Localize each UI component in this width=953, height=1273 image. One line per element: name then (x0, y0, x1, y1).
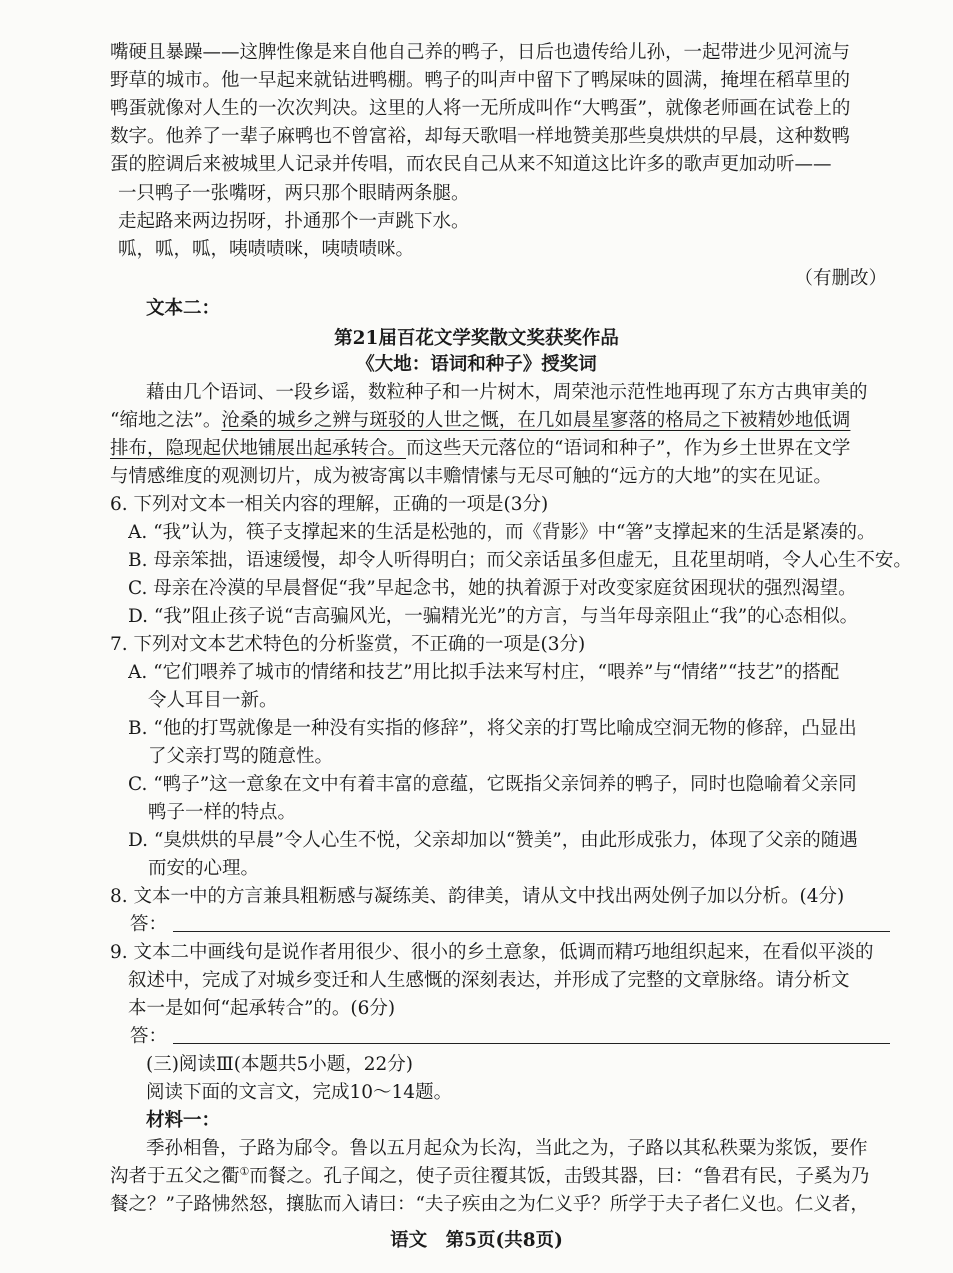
section-3-instruction: 阅读下面的文言文，完成10～14题。 (146, 1082, 453, 1103)
question-7-option-a: A. “它们喂养了城市的情绪和技艺”用比拟手法来写村庄，“喂养”与“情绪”“技艺”的搭配 (128, 662, 840, 683)
award-text: “缩地之法”。 (110, 410, 222, 431)
award-text: 而这些天元落位的“语词和种子”，作为乡土世界在文学 (406, 438, 851, 459)
question-6-option-b: B. 母亲笨拙，语速缓慢，却令人听得明白；而父亲话虽多但虚无，且花里胡哨，令人心生不安。 (128, 550, 912, 571)
footnote-marker: ① (239, 1164, 250, 1178)
question-8-answer-line[interactable] (130, 912, 890, 938)
question-9-stem-cont: 本一是如何“起承转合”的。(6分) (128, 998, 396, 1019)
answer-rule (173, 931, 890, 932)
question-6-option-c: C. 母亲在冷漠的早晨督促“我”早起念书，她的执着源于对改变家庭贫困现状的强烈渴望。 (128, 578, 857, 599)
question-7-option-b-cont: 了父亲打骂的随意性。 (148, 746, 334, 767)
question-7-option-d: D. “臭烘烘的早晨”令人心生不悦，父亲却加以“赞美”，由此形成张力，体现了父亲的随遇 (128, 830, 858, 851)
section-3-title: (三)阅读Ⅲ(本题共5小题，22分) (146, 1054, 414, 1075)
text1-line: 鸭蛋就像对人生的一次次判决。这里的人将一无所成叫作“大鸭蛋”，就像老师画在试卷上的 (110, 98, 851, 119)
award-title: 第21届百花文学奖散文奖获奖作品 (334, 328, 619, 349)
question-7-stem: 7. 下列对文本艺术特色的分析鉴赏，不正确的一项是(3分) (110, 634, 586, 655)
underlined-sentence: 排布，隐现起伏地铺展出起承转合。 (110, 438, 407, 459)
page-footer: 语文 第5页(共8页) (390, 1230, 563, 1251)
question-7-option-c-cont: 鸭子一样的特点。 (148, 802, 297, 823)
question-9-stem: 9. 文本二中画线句是说作者用很少、很小的乡土意象，低调而精巧地组织起来，在看似平淡的 (110, 942, 874, 963)
question-6-stem: 6. 下列对文本一相关内容的理解，正确的一项是(3分) (110, 494, 549, 515)
material-label: 材料一： (146, 1110, 221, 1131)
award-paragraph (110, 408, 900, 434)
award-paragraph: 与情感维度的观测切片，成为被寄寓以丰赡情愫与无尽可触的“远方的大地”的实在见证。 (110, 466, 832, 487)
question-9-stem-cont: 叙述中，完成了对城乡变迁和人生感慨的深刻表达，并形成了完整的文章脉络。请分析文 (128, 970, 850, 991)
answer-label: 答： (130, 914, 168, 935)
question-8-stem: 8. 文本一中的方言兼具粗粝感与凝练美、韵律美，请从文中找出两处例子加以分析。(4分) (110, 886, 845, 907)
song-line: 走起路来两边拐呀，扑通那个一声跳下水。 (118, 211, 470, 232)
classical-text-line: 季孙相鲁，子路为郈令。鲁以五月起众为长沟，当此之为，子路以其私秩粟为浆饭，要作 (146, 1138, 868, 1159)
answer-rule (173, 1043, 890, 1044)
question-7-option-b: B. “他的打骂就像是一种没有实指的修辞”，将父亲的打骂比喻成空洞无物的修辞，凸显出 (128, 718, 857, 739)
song-line: 呱，呱，呱，咦啧啧咪，咦啧啧咪。 (118, 239, 415, 260)
question-6-option-a: A. “我”认为，筷子支撑起来的生活是松弛的，而《背影》中“箸”支撑起来的生活是紧凑的。 (128, 522, 876, 543)
question-7-option-a-cont: 令人耳目一新。 (148, 690, 278, 711)
award-paragraph (110, 436, 900, 462)
edited-note: （有删改） (794, 268, 887, 289)
question-7-option-c: C. “鸭子”这一意象在文中有着丰富的意蕴，它既指父亲饲养的鸭子，同时也隐喻着父亲同 (128, 774, 857, 795)
text1-line: 蛋的腔调后来被城里人记录并传唱，而农民自己从来不知道这比许多的歌声更加动听—— (110, 154, 832, 175)
classical-text: 沟者于五父之衢 (110, 1166, 240, 1187)
classical-text: 而餐之。孔子闻之，使子贡往覆其饭，击毁其器，曰：“鲁君有民，子奚为乃 (249, 1166, 870, 1187)
question-9-answer-line[interactable] (130, 1024, 890, 1050)
question-6-option-d: D. “我”阻止孩子说“吉高骗风光，一骗精光光”的方言，与当年母亲阻止“我”的心态相似。 (128, 606, 859, 627)
text1-line: 数字。他养了一辈子麻鸭也不曾富裕，却每天歌唱一样地赞美那些臭烘烘的早晨，这种数鸭 (110, 126, 851, 147)
text1-line: 嘴硬且暴躁——这脾性像是来自他自己养的鸭子，日后也遗传给儿孙，一起带进少见河流与 (110, 42, 851, 63)
underlined-sentence: 沧桑的城乡之辨与斑驳的人世之慨，在几如晨星寥落的格局之下被精妙地低调 (221, 410, 851, 431)
answer-label: 答： (130, 1026, 168, 1047)
award-paragraph: 藉由几个语词、一段乡谣，数粒种子和一片树木，周荣池示范性地再现了东方古典审美的 (146, 382, 868, 403)
classical-text-line: 餐之？”子路怫然怒，攘肱而入请曰：“夫子疾由之为仁义乎？所学于夫子者仁义也。仁义者， (110, 1194, 869, 1215)
award-subtitle: 《大地：语词和种子》授奖词 (356, 354, 597, 375)
question-7-option-d-cont: 而安的心理。 (148, 858, 260, 879)
classical-text-line (110, 1164, 900, 1190)
song-line: 一只鸭子一张嘴呀，两只那个眼睛两条腿。 (118, 183, 470, 204)
text1-line: 野草的城市。他一早起来就钻进鸭棚。鸭子的叫声中留下了鸭屎味的圆满，掩埋在稻草里的 (110, 70, 851, 91)
text2-label: 文本二： (146, 298, 221, 319)
